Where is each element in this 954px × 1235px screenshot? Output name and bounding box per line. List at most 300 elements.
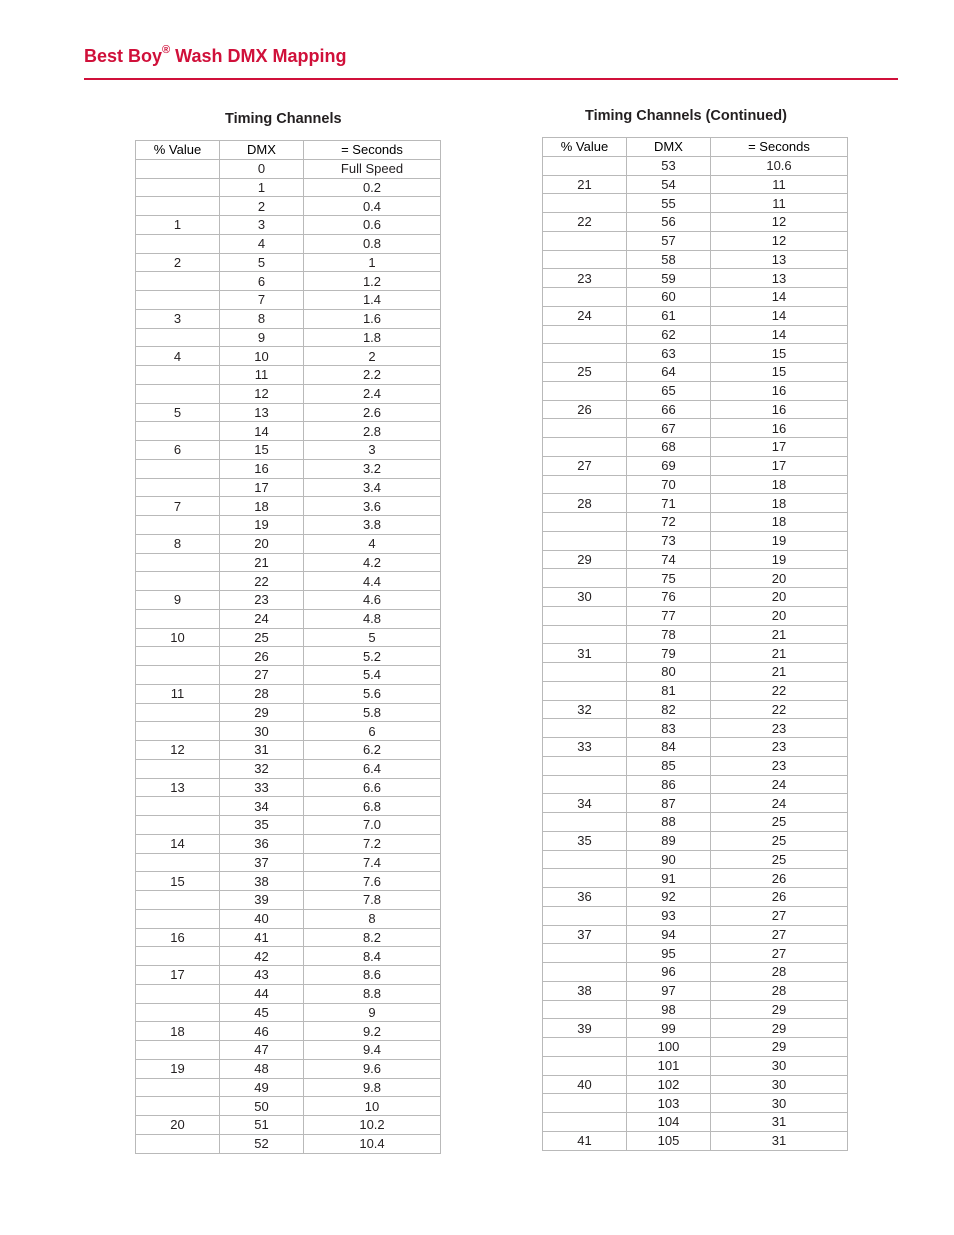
dmx-cell: 52	[220, 1134, 304, 1153]
table-row	[543, 963, 848, 982]
seconds-cell: 10.6	[711, 156, 848, 175]
percent-value-cell: 25	[543, 363, 627, 382]
percent-value-cell: 20	[136, 1116, 220, 1135]
percent-value-cell	[136, 1097, 220, 1116]
table-row	[136, 1134, 441, 1153]
percent-value-cell: 28	[543, 494, 627, 513]
table-row	[136, 497, 441, 516]
table-row	[136, 253, 441, 272]
dmx-cell: 82	[627, 700, 711, 719]
seconds-cell: 28	[711, 963, 848, 982]
percent-value-cell	[136, 853, 220, 872]
seconds-cell: 30	[711, 1056, 848, 1075]
table-row	[136, 591, 441, 610]
seconds-cell: 29	[711, 1038, 848, 1057]
percent-value-cell	[136, 1003, 220, 1022]
seconds-cell: 12	[711, 231, 848, 250]
dmx-cell: 27	[220, 666, 304, 685]
seconds-cell: 7.8	[304, 891, 441, 910]
seconds-cell: 9.4	[304, 1041, 441, 1060]
dmx-cell: 86	[627, 775, 711, 794]
table-row	[543, 738, 848, 757]
dmx-cell: 100	[627, 1038, 711, 1057]
table-row	[136, 1022, 441, 1041]
table-row	[136, 872, 441, 891]
seconds-cell: 0.4	[304, 197, 441, 216]
dmx-cell: 98	[627, 1000, 711, 1019]
table-row	[136, 1097, 441, 1116]
seconds-cell: 1.4	[304, 291, 441, 310]
seconds-cell: 13	[711, 269, 848, 288]
table-row	[543, 588, 848, 607]
seconds-cell: 24	[711, 794, 848, 813]
table-row	[543, 794, 848, 813]
table-row	[136, 609, 441, 628]
table-row	[543, 719, 848, 738]
table-row	[543, 700, 848, 719]
table-row	[543, 213, 848, 232]
column-header-dmx: DMX	[220, 141, 304, 160]
dmx-cell: 76	[627, 588, 711, 607]
dmx-cell: 102	[627, 1075, 711, 1094]
percent-value-cell	[543, 531, 627, 550]
percent-value-cell: 36	[543, 888, 627, 907]
seconds-cell: 9	[304, 1003, 441, 1022]
table-header-row	[136, 141, 441, 160]
seconds-cell: 8	[304, 909, 441, 928]
seconds-cell: 5.4	[304, 666, 441, 685]
seconds-cell: 0.2	[304, 178, 441, 197]
seconds-cell: 27	[711, 944, 848, 963]
dmx-cell: 12	[220, 384, 304, 403]
table-row	[543, 831, 848, 850]
dmx-cell: 28	[220, 684, 304, 703]
dmx-cell: 78	[627, 625, 711, 644]
percent-value-cell	[543, 625, 627, 644]
dmx-cell: 11	[220, 366, 304, 385]
dmx-cell: 18	[220, 497, 304, 516]
table-row	[136, 534, 441, 553]
dmx-cell: 70	[627, 475, 711, 494]
dmx-cell: 48	[220, 1059, 304, 1078]
seconds-cell: 4.2	[304, 553, 441, 572]
table-row	[543, 1113, 848, 1132]
seconds-cell: 9.2	[304, 1022, 441, 1041]
dmx-cell: 6	[220, 272, 304, 291]
seconds-cell: 18	[711, 494, 848, 513]
dmx-cell: 14	[220, 422, 304, 441]
seconds-cell: 13	[711, 250, 848, 269]
seconds-cell: 21	[711, 625, 848, 644]
percent-value-cell: 6	[136, 441, 220, 460]
percent-value-cell	[136, 478, 220, 497]
table-row	[543, 1075, 848, 1094]
seconds-cell: 28	[711, 981, 848, 1000]
dmx-cell: 29	[220, 703, 304, 722]
seconds-cell: 16	[711, 419, 848, 438]
percent-value-cell	[136, 197, 220, 216]
table-row	[136, 966, 441, 985]
table-row	[543, 944, 848, 963]
percent-value-cell	[136, 234, 220, 253]
table-row	[136, 891, 441, 910]
table-row	[543, 813, 848, 832]
table-row	[136, 759, 441, 778]
seconds-cell: 9.8	[304, 1078, 441, 1097]
dmx-cell: 39	[220, 891, 304, 910]
seconds-cell: 24	[711, 775, 848, 794]
dmx-cell: 104	[627, 1113, 711, 1132]
dmx-cell: 88	[627, 813, 711, 832]
table-row	[136, 234, 441, 253]
seconds-cell: 3	[304, 441, 441, 460]
seconds-cell: 14	[711, 325, 848, 344]
percent-value-cell	[543, 381, 627, 400]
seconds-cell: 30	[711, 1094, 848, 1113]
table-row	[136, 347, 441, 366]
seconds-cell: 7.4	[304, 853, 441, 872]
percent-value-cell	[136, 178, 220, 197]
table-row	[136, 403, 441, 422]
dmx-cell: 49	[220, 1078, 304, 1097]
seconds-cell: 20	[711, 606, 848, 625]
table-row	[543, 400, 848, 419]
dmx-cell: 7	[220, 291, 304, 310]
dmx-cell: 75	[627, 569, 711, 588]
table-row	[136, 647, 441, 666]
dmx-cell: 61	[627, 306, 711, 325]
percent-value-cell: 21	[543, 175, 627, 194]
seconds-cell: 23	[711, 719, 848, 738]
table-row	[543, 1019, 848, 1038]
dmx-cell: 16	[220, 459, 304, 478]
seconds-cell: 10.4	[304, 1134, 441, 1153]
table-row	[136, 1116, 441, 1135]
dmx-cell: 59	[627, 269, 711, 288]
table-row	[543, 1038, 848, 1057]
seconds-cell: 8.8	[304, 984, 441, 1003]
percent-value-cell: 31	[543, 644, 627, 663]
table-row	[543, 1131, 848, 1150]
seconds-cell: 15	[711, 363, 848, 382]
seconds-cell: 5.6	[304, 684, 441, 703]
percent-value-cell	[543, 719, 627, 738]
dmx-cell: 35	[220, 816, 304, 835]
dmx-cell: 5	[220, 253, 304, 272]
dmx-cell: 58	[627, 250, 711, 269]
dmx-cell: 92	[627, 888, 711, 907]
percent-value-cell	[543, 681, 627, 700]
dmx-cell: 25	[220, 628, 304, 647]
left-table-caption: Timing Channels	[225, 111, 342, 127]
table-row	[543, 906, 848, 925]
percent-value-cell	[136, 272, 220, 291]
percent-value-cell	[136, 947, 220, 966]
percent-value-cell	[543, 963, 627, 982]
seconds-cell: 25	[711, 850, 848, 869]
seconds-cell: 31	[711, 1113, 848, 1132]
table-row	[543, 644, 848, 663]
seconds-cell: 16	[711, 400, 848, 419]
percent-value-cell: 24	[543, 306, 627, 325]
seconds-cell: 16	[711, 381, 848, 400]
dmx-cell: 87	[627, 794, 711, 813]
percent-value-cell: 13	[136, 778, 220, 797]
column-header-dmx: DMX	[627, 138, 711, 157]
title-divider	[84, 78, 898, 80]
percent-value-cell	[543, 475, 627, 494]
table-row	[136, 478, 441, 497]
table-row	[543, 925, 848, 944]
seconds-cell: 7.2	[304, 834, 441, 853]
seconds-cell: 21	[711, 663, 848, 682]
dmx-cell: 46	[220, 1022, 304, 1041]
table-row	[543, 513, 848, 532]
dmx-cell: 65	[627, 381, 711, 400]
table-header-row	[543, 138, 848, 157]
percent-value-cell: 4	[136, 347, 220, 366]
percent-value-cell: 16	[136, 928, 220, 947]
percent-value-cell: 14	[136, 834, 220, 853]
percent-value-cell: 8	[136, 534, 220, 553]
dmx-cell: 54	[627, 175, 711, 194]
table-row	[543, 175, 848, 194]
percent-value-cell: 38	[543, 981, 627, 1000]
table-row	[543, 269, 848, 288]
table-row	[543, 194, 848, 213]
dmx-cell: 10	[220, 347, 304, 366]
table-row	[543, 606, 848, 625]
table-row	[543, 550, 848, 569]
seconds-cell: 11	[711, 175, 848, 194]
dmx-cell: 42	[220, 947, 304, 966]
dmx-cell: 80	[627, 663, 711, 682]
right-table-caption: Timing Channels (Continued)	[585, 108, 787, 124]
table-row	[543, 231, 848, 250]
seconds-cell: 6.4	[304, 759, 441, 778]
dmx-cell: 93	[627, 906, 711, 925]
table-row	[136, 853, 441, 872]
dmx-cell: 68	[627, 438, 711, 457]
seconds-cell: 18	[711, 475, 848, 494]
dmx-cell: 41	[220, 928, 304, 947]
dmx-cell: 40	[220, 909, 304, 928]
percent-value-cell	[136, 722, 220, 741]
seconds-cell: 29	[711, 1000, 848, 1019]
table-row	[543, 344, 848, 363]
table-row	[136, 366, 441, 385]
percent-value-cell: 2	[136, 253, 220, 272]
percent-value-cell: 23	[543, 269, 627, 288]
percent-value-cell	[136, 647, 220, 666]
dmx-cell: 8	[220, 309, 304, 328]
dmx-cell: 60	[627, 288, 711, 307]
seconds-cell: 7.0	[304, 816, 441, 835]
table-row	[136, 272, 441, 291]
table-row	[136, 572, 441, 591]
dmx-cell: 0	[220, 159, 304, 178]
seconds-cell: 1	[304, 253, 441, 272]
table-row	[136, 384, 441, 403]
table-row	[136, 703, 441, 722]
seconds-cell: 3.8	[304, 516, 441, 535]
dmx-cell: 96	[627, 963, 711, 982]
percent-value-cell: 29	[543, 550, 627, 569]
table-row	[543, 850, 848, 869]
dmx-cell: 72	[627, 513, 711, 532]
percent-value-cell: 3	[136, 309, 220, 328]
dmx-cell: 50	[220, 1097, 304, 1116]
column-header-seconds: = Seconds	[304, 141, 441, 160]
timing-channels-continued-table	[542, 137, 848, 1151]
percent-value-cell: 5	[136, 403, 220, 422]
percent-value-cell	[136, 366, 220, 385]
table-row	[543, 681, 848, 700]
percent-value-cell: 12	[136, 741, 220, 760]
dmx-cell: 79	[627, 644, 711, 663]
timing-channels-table	[135, 140, 441, 1154]
seconds-cell: 10	[304, 1097, 441, 1116]
seconds-cell: 17	[711, 438, 848, 457]
table-row	[543, 775, 848, 794]
table-row	[136, 947, 441, 966]
percent-value-cell: 18	[136, 1022, 220, 1041]
dmx-cell: 3	[220, 216, 304, 235]
percent-value-cell: 22	[543, 213, 627, 232]
seconds-cell: 6	[304, 722, 441, 741]
dmx-cell: 2	[220, 197, 304, 216]
percent-value-cell: 15	[136, 872, 220, 891]
percent-value-cell	[136, 909, 220, 928]
percent-value-cell	[543, 606, 627, 625]
seconds-cell: 22	[711, 681, 848, 700]
table-row	[136, 797, 441, 816]
percent-value-cell: 39	[543, 1019, 627, 1038]
seconds-cell: 11	[711, 194, 848, 213]
seconds-cell: 21	[711, 644, 848, 663]
dmx-cell: 83	[627, 719, 711, 738]
percent-value-cell	[543, 775, 627, 794]
percent-value-cell	[543, 250, 627, 269]
seconds-cell: 2.4	[304, 384, 441, 403]
dmx-cell: 73	[627, 531, 711, 550]
column-header-seconds: = Seconds	[711, 138, 848, 157]
dmx-cell: 74	[627, 550, 711, 569]
seconds-cell: 2.6	[304, 403, 441, 422]
dmx-cell: 20	[220, 534, 304, 553]
percent-value-cell	[543, 288, 627, 307]
percent-value-cell	[136, 759, 220, 778]
dmx-cell: 24	[220, 609, 304, 628]
percent-value-cell: 37	[543, 925, 627, 944]
percent-value-cell: 1	[136, 216, 220, 235]
table-row	[136, 422, 441, 441]
percent-value-cell	[543, 1038, 627, 1057]
table-row	[136, 216, 441, 235]
table-row	[543, 756, 848, 775]
dmx-cell: 71	[627, 494, 711, 513]
dmx-cell: 66	[627, 400, 711, 419]
table-row	[543, 1094, 848, 1113]
table-row	[136, 309, 441, 328]
percent-value-cell	[543, 869, 627, 888]
percent-value-cell	[136, 422, 220, 441]
seconds-cell: 4.8	[304, 609, 441, 628]
seconds-cell: 31	[711, 1131, 848, 1150]
table-row	[136, 1059, 441, 1078]
seconds-cell: 18	[711, 513, 848, 532]
table-row	[543, 494, 848, 513]
dmx-cell: 33	[220, 778, 304, 797]
percent-value-cell	[543, 325, 627, 344]
percent-value-cell	[136, 1078, 220, 1097]
dmx-cell: 91	[627, 869, 711, 888]
table-row	[136, 666, 441, 685]
dmx-cell: 95	[627, 944, 711, 963]
dmx-cell: 26	[220, 647, 304, 666]
table-row	[136, 178, 441, 197]
seconds-cell: 9.6	[304, 1059, 441, 1078]
dmx-cell: 56	[627, 213, 711, 232]
percent-value-cell	[543, 231, 627, 250]
seconds-cell: 1.8	[304, 328, 441, 347]
seconds-cell: 15	[711, 344, 848, 363]
seconds-cell: 8.6	[304, 966, 441, 985]
dmx-cell: 23	[220, 591, 304, 610]
percent-value-cell: 33	[543, 738, 627, 757]
seconds-cell: 17	[711, 456, 848, 475]
percent-value-cell: 35	[543, 831, 627, 850]
table-row	[543, 325, 848, 344]
table-row	[543, 569, 848, 588]
table-row	[136, 1078, 441, 1097]
table-row	[543, 531, 848, 550]
seconds-cell: 5	[304, 628, 441, 647]
dmx-cell: 101	[627, 1056, 711, 1075]
seconds-cell: 14	[711, 306, 848, 325]
percent-value-cell	[136, 703, 220, 722]
seconds-cell: 10.2	[304, 1116, 441, 1135]
table-row	[136, 684, 441, 703]
dmx-cell: 4	[220, 234, 304, 253]
seconds-cell: 26	[711, 869, 848, 888]
seconds-cell: 23	[711, 756, 848, 775]
seconds-cell: 27	[711, 925, 848, 944]
seconds-cell: 7.6	[304, 872, 441, 891]
table-row	[543, 869, 848, 888]
percent-value-cell	[136, 666, 220, 685]
dmx-cell: 21	[220, 553, 304, 572]
dmx-cell: 103	[627, 1094, 711, 1113]
dmx-cell: 67	[627, 419, 711, 438]
table-row	[543, 363, 848, 382]
column-header-percent-value: % Value	[136, 141, 220, 160]
percent-value-cell	[543, 1113, 627, 1132]
dmx-cell: 97	[627, 981, 711, 1000]
percent-value-cell	[136, 572, 220, 591]
seconds-cell: 2	[304, 347, 441, 366]
table-row	[543, 888, 848, 907]
percent-value-cell	[543, 906, 627, 925]
dmx-cell: 99	[627, 1019, 711, 1038]
seconds-cell: 3.2	[304, 459, 441, 478]
table-row	[136, 928, 441, 947]
seconds-cell: 6.2	[304, 741, 441, 760]
seconds-cell: 20	[711, 588, 848, 607]
dmx-cell: 51	[220, 1116, 304, 1135]
table-row	[136, 909, 441, 928]
seconds-cell: 26	[711, 888, 848, 907]
